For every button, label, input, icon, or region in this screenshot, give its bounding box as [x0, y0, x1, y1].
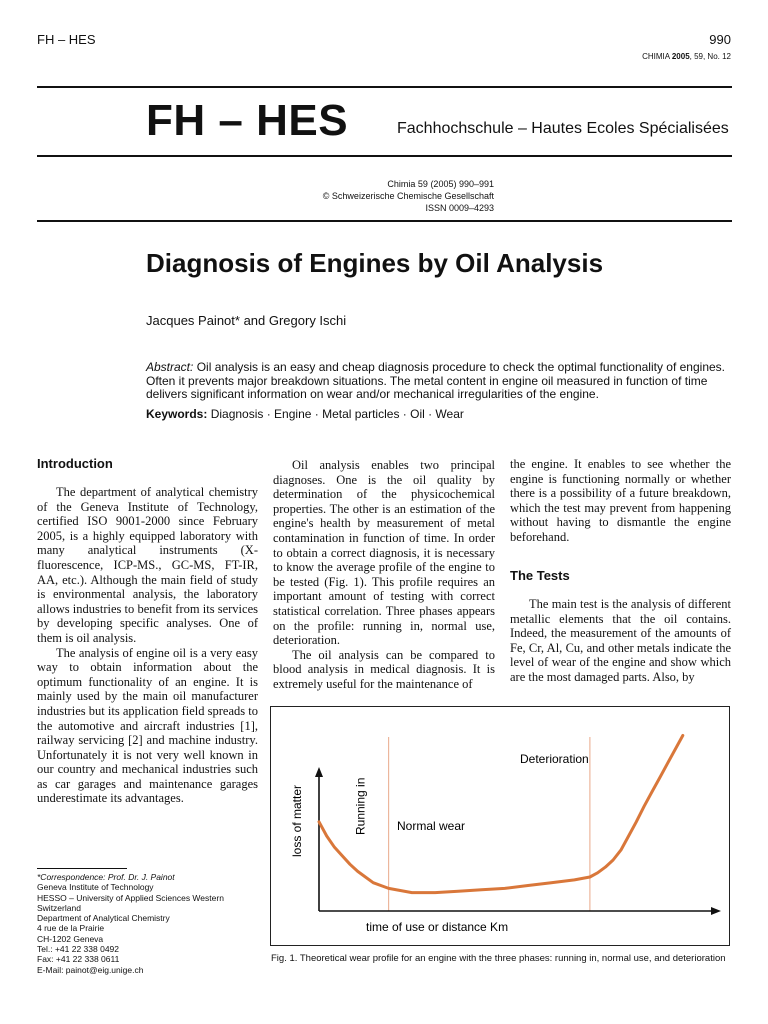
journal-reference [642, 52, 731, 61]
top-rule [37, 86, 732, 88]
citation-block [323, 178, 494, 214]
wear-curve-series [319, 736, 683, 893]
paragraph: The department of analytical chemistry of the Geneva Institute of Technology, certified ISO 9001-2000 since February 2005, is a highly equipped laboratory with many analytical instruments (X-fluorescence, ICP-MS., GC-MS, FT-IR, AA, etc.). Although the main field of study is environmental analysis, the laboratory allows industries to benefit from its services by developing specific analyses. One of them is oil analysis. [37, 485, 258, 645]
x-axis-label: time of use or distance Km [366, 920, 509, 934]
correspondence-footnote [37, 872, 262, 975]
journal-prefix: CHIMIA [642, 52, 672, 61]
section-rule [37, 155, 732, 157]
article-title: Diagnosis of Engines by Oil Analysis [146, 248, 604, 278]
header-rule [37, 220, 732, 222]
footnote-line: CH-1202 Geneva [37, 933, 104, 944]
paragraph: The analysis of engine oil is a very easy way to obtain information about the optimum functionality of an engine. It is mainly used by the main oil manufacturer industries but its application field spreads to the automotive and aircraft industries [1], railway servicing [2] and machine industry. Unfortunately it is not very well known in our country and mechanical industries such as car garages and maintenance garages underestimate its advantages. [37, 645, 258, 806]
phase-label-normal-wear: Normal wear [397, 819, 466, 833]
article-authors: Jacques Painot* and Gregory Ischi [146, 313, 347, 328]
running-head-left: FH – HES [37, 32, 96, 47]
footnote-line: Switzerland [37, 902, 81, 913]
footnote-line: Fax: +41 22 338 0611 [37, 954, 120, 965]
figure-1 [270, 706, 730, 946]
column-1 [37, 485, 258, 806]
footnote-line: HESSO – University of Applied Sciences Western [37, 892, 224, 903]
section-logo: FH – HES [146, 96, 349, 145]
citation-line: © Schweizerische Chemische Gesellschaft [322, 191, 494, 201]
tests-heading: The Tests [510, 568, 570, 583]
column-3 [510, 457, 731, 545]
section-name: Fachhochschule – Hautes Ecoles Spécialisées [397, 120, 729, 137]
journal-suffix: , 59, No. 12 [689, 52, 731, 61]
keywords-text: Diagnosis · Engine · Metal particles · Oil · Wear [207, 407, 464, 421]
page-number: 990 [709, 32, 731, 47]
footnote-line: Tel.: +41 22 338 0492 [37, 944, 119, 955]
paragraph: Oil analysis enables two principal diagnoses. One is the oil quality by determination of the physicochemical properties. The other is an estimation of the engine's health by measurement of metal contamination in function of time. In order to obtain a correct diagnosis, it is necessary to know the average profile of the engine to be tested (Fig. 1). This profile requires an important amount of testing with correct statistical correlation. Three phases appears on the profile: running in, normal use, deterioration. [273, 458, 495, 648]
citation-line: Chimia 59 (2005) 990–991 [387, 179, 494, 189]
paragraph: The main test is the analysis of different metallic elements that the oil contains. Indeed, the measurement of the amounts of Fe, Cr, Al, Cu, and other metals indicate the level of wear of the engine and show which are the most damaged parts. Also, by [510, 597, 731, 684]
phase-label-deterioration: Deterioration [520, 752, 589, 766]
footnote-line: E-Mail: painot@eig.unige.ch [37, 964, 144, 975]
footnote-rule [37, 868, 127, 869]
column-3-continued [510, 597, 731, 685]
introduction-heading: Introduction [37, 456, 113, 471]
keywords [146, 407, 736, 421]
wear-profile-chart [271, 707, 729, 945]
phase-label-running-in: Running in [353, 777, 368, 835]
footnote-line: Department of Analytical Chemistry [37, 913, 170, 924]
footnote-correspondence: *Correspondence: Prof. Dr. J. Painot [37, 872, 175, 882]
footnote-line [37, 872, 262, 882]
citation-line: ISSN 0009–4293 [425, 203, 494, 213]
paragraph: The oil analysis can be compared to blood analysis in medical diagnosis. It is extremely useful for the maintenance of [273, 647, 495, 691]
figure-caption: Fig. 1. Theoretical wear profile for an engine with the three phases: running in, normal use, and deterioration [271, 953, 726, 964]
footnote-line: 4 rue de la Prairie [37, 923, 105, 934]
y-axis-label: loss of matter [290, 784, 304, 857]
column-2 [273, 458, 495, 692]
y-axis-arrow [315, 767, 323, 777]
footnote-line: Geneva Institute of Technology [37, 882, 154, 893]
keywords-label: Keywords: [146, 407, 208, 421]
paragraph: the engine. It enables to see whether the engine is functioning normally or whether there is a possibility of a future breakdown, which the test may prevent from happening without having to dismantle the engine beforehand. [510, 457, 731, 544]
abstract [146, 361, 736, 402]
journal-year: 2005 [671, 52, 690, 61]
abstract-text: Oil analysis is an easy and cheap diagnosis procedure to check the optimal functionality of engines. Often it prevents major breakdown situations. The metal content in engine oil measured in function of time delivers significant information on wear and/or mechanical irregularities of the engine. [146, 360, 726, 401]
abstract-label: Abstract: [146, 360, 194, 374]
x-axis-arrow [711, 907, 721, 915]
